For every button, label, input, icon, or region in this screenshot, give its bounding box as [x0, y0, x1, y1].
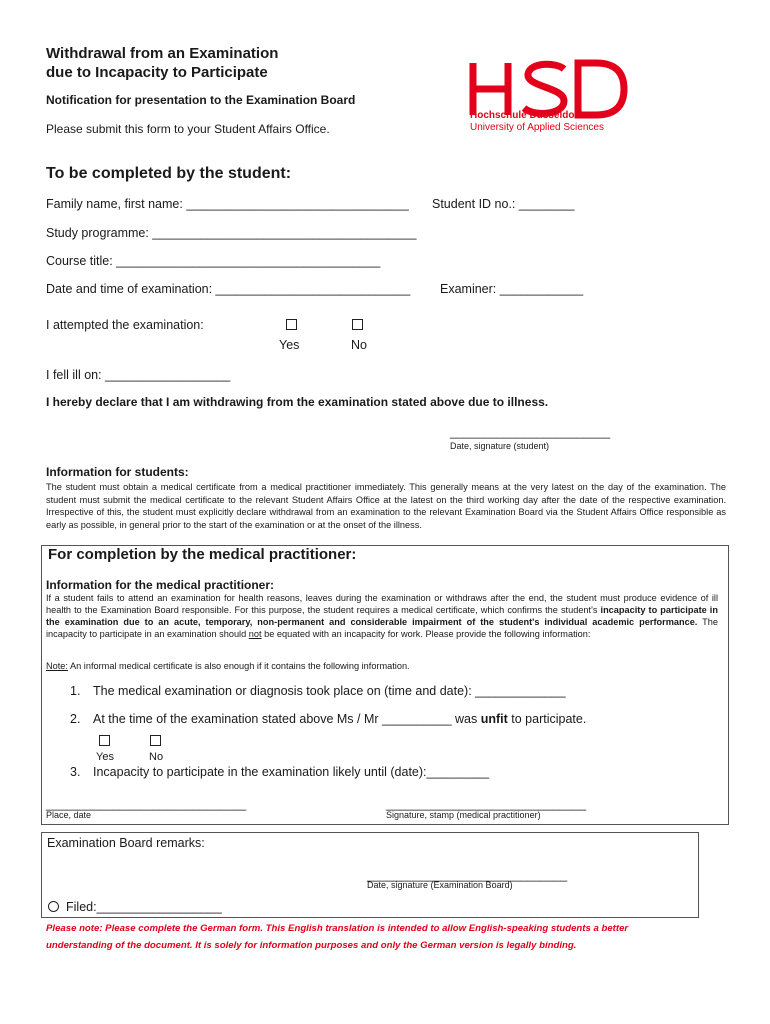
unfit-yes-checkbox[interactable]	[99, 735, 110, 746]
filed-field[interactable]: Filed:__________________	[66, 900, 222, 914]
attempted-no-checkbox[interactable]	[352, 319, 363, 330]
student-id-field[interactable]: Student ID no.: ________	[432, 197, 575, 211]
subtitle: Notification for presentation to the Examination Board	[46, 93, 356, 107]
item-3-number: 3.	[70, 765, 81, 779]
practitioner-signature-line[interactable]: ______________________________	[386, 797, 587, 811]
item-2-number: 2.	[70, 712, 81, 726]
attempted-yes-checkbox[interactable]	[286, 319, 297, 330]
logo-text	[470, 110, 604, 134]
board-remarks-label: Examination Board remarks:	[47, 836, 205, 850]
place-date-line[interactable]: ______________________________	[46, 797, 247, 811]
logo-line-2: University of Applied Sciences	[470, 122, 604, 133]
practitioner-signature-label: Signature, stamp (medical practitioner)	[386, 810, 541, 820]
disclaimer	[46, 920, 706, 954]
attempted-label: I attempted the examination:	[46, 318, 204, 332]
fell-ill-field[interactable]: I fell ill on: __________________	[46, 368, 231, 382]
logo-line-1: Hochschule Düsseldorf	[470, 110, 582, 121]
medical-info-heading: Information for the medical practitioner:	[46, 578, 275, 592]
study-programme-field[interactable]: Study programme: ______________________________________	[46, 226, 417, 240]
medical-info-part2: The incapacity to participate in an examination should	[46, 617, 718, 639]
item-2-post: to participate.	[507, 712, 587, 726]
course-title-field[interactable]: Course title: ______________________________________	[46, 254, 381, 268]
attempted-yes-label: Yes	[279, 338, 300, 352]
medical-info-not: not	[248, 629, 262, 639]
disclaimer-line-1: Please note: Please complete the German form. This English translation is intended to allow English-speaking students a better	[46, 923, 629, 934]
family-name-field[interactable]: Family name, first name: ________________________________	[46, 197, 409, 211]
student-section-heading: To be completed by the student:	[46, 165, 292, 182]
medical-note	[46, 661, 410, 671]
unfit-no-label: No	[149, 751, 164, 763]
title-line-2: due to Incapacity to Participate	[46, 64, 268, 81]
examiner-field[interactable]: Examiner: ____________	[440, 282, 584, 296]
student-signature-line[interactable]: ________________________	[450, 425, 611, 439]
page-title	[46, 44, 278, 82]
item-2-pre: At the time of the examination stated above Ms / Mr __________ was	[93, 712, 481, 726]
item-2-unfit-field[interactable]	[93, 712, 586, 726]
place-date-label: Place, date	[46, 810, 92, 820]
info-students-text: The student must obtain a medical certificate from a medical practitioner immediately. This generally means at the very latest on the day of the examination. The student must submit the medical certificate to the relevant Student Affairs Office at the latest on the third working day after the date of the respective examination. Irrespective of this, the student must explicitly declare withdrawal from an examination to the relevant Examination Board via the Student Affairs Office responsible as early as possible, in general prior to the start of the examination or at the onset of the illness.	[46, 482, 726, 530]
unfit-yes-label: Yes	[96, 751, 114, 763]
student-signature-label: Date, signature (student)	[450, 441, 550, 451]
item-1-number: 1.	[70, 684, 81, 698]
item-2-unfit: unfit	[480, 712, 508, 726]
unfit-no-checkbox[interactable]	[150, 735, 161, 746]
board-signature-label: Date, signature (Examination Board)	[367, 880, 513, 890]
note-text: An informal medical certificate is also enough if it contains the following information.	[67, 661, 410, 671]
attempted-no-label: No	[351, 338, 367, 352]
title-line-1: Withdrawal from an Examination	[46, 45, 279, 62]
exam-datetime-field[interactable]: Date and time of examination: ____________________________	[46, 282, 411, 296]
disclaimer-line-2: understanding of the document. It is solely for information purposes and only the German version is legally binding.	[46, 940, 577, 951]
medical-info-part3: be equated with an incapacity for work. Please provide the following information:	[261, 629, 591, 639]
medical-section-heading: For completion by the medical practitioner:	[48, 546, 357, 563]
medical-info-text	[46, 592, 718, 640]
item-3-until-field[interactable]: Incapacity to participate in the examination likely until (date):_________	[93, 765, 490, 779]
item-1-exam-date-field[interactable]: The medical examination or diagnosis took place on (time and date): _____________	[93, 684, 566, 698]
info-students-heading: Information for students:	[46, 465, 189, 479]
board-signature-line[interactable]: ______________________________	[367, 868, 568, 882]
instruction: Please submit this form to your Student Affairs Office.	[46, 122, 330, 136]
filed-radio[interactable]	[48, 901, 59, 912]
medical-info-bold: incapacity to participate in the examination due to an acute, temporary, non-permanent and considerable impairment of the student's individual academic performance.	[46, 605, 718, 627]
medical-info-part1: If a student fails to attend an examination for health reasons, leaves during the examination or withdraws after the end, the student must produce evidence of ill health to the Examination Board responsible. For this purpose, the student requires a medical certificate, which confirms the student's	[46, 593, 718, 615]
note-label: Note:	[46, 661, 68, 671]
declaration: I hereby declare that I am withdrawing from the examination stated above due to illness.	[46, 395, 549, 409]
